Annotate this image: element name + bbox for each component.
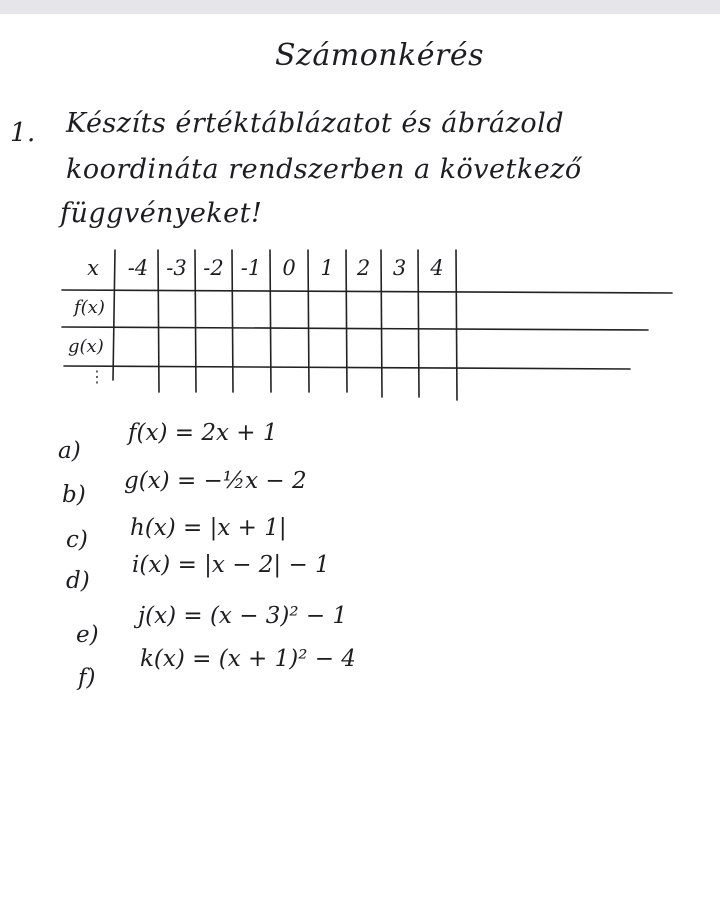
function-letter: c) [66, 527, 88, 553]
table-x-value: -1 [240, 256, 262, 280]
function-letter: b) [62, 482, 86, 508]
table-x-value: 4 [430, 256, 444, 280]
table-x-value: 2 [356, 256, 371, 280]
page-title: Számonkérés [275, 38, 484, 73]
function-letter: e) [76, 622, 99, 648]
table-line-label-separator [113, 250, 115, 380]
function-letter: a) [58, 438, 81, 464]
task-text-line-2: koordináta rendszerben a következő [66, 154, 582, 185]
task-text-line-3: függvényeket! [60, 198, 263, 229]
table-x-value: -4 [127, 256, 149, 280]
function-formula: k(x) = (x + 1)² − 4 [140, 646, 356, 672]
table-x-value: -2 [203, 256, 224, 280]
task-text-line-1: Készíts értéktáblázatot és ábrázold [66, 108, 565, 139]
task-number: 1. [10, 118, 36, 148]
function-formula: h(x) = |x + 1| [130, 515, 287, 541]
table-header-x: x [87, 256, 99, 280]
function-formula: j(x) = (x − 3)² − 1 [138, 603, 348, 629]
table-line-header-bottom [62, 290, 672, 293]
table-row-label-gx: g(x) [68, 336, 104, 357]
table-x-value: 0 [282, 256, 296, 280]
function-letter: f) [78, 665, 96, 691]
table-line-fx-bottom [62, 327, 648, 330]
function-formula: f(x) = 2x + 1 [128, 420, 278, 446]
table-continuation-dots: ⋮ [89, 367, 105, 386]
table-x-value: -3 [166, 256, 187, 280]
function-letter: d) [66, 568, 90, 594]
table-x-value: 1 [320, 256, 334, 280]
function-formula: i(x) = |x − 2| − 1 [132, 552, 330, 578]
table-row-label-fx: f(x) [74, 297, 105, 318]
function-formula: g(x) = −½x − 2 [124, 468, 307, 494]
table-x-value: 3 [392, 256, 407, 280]
